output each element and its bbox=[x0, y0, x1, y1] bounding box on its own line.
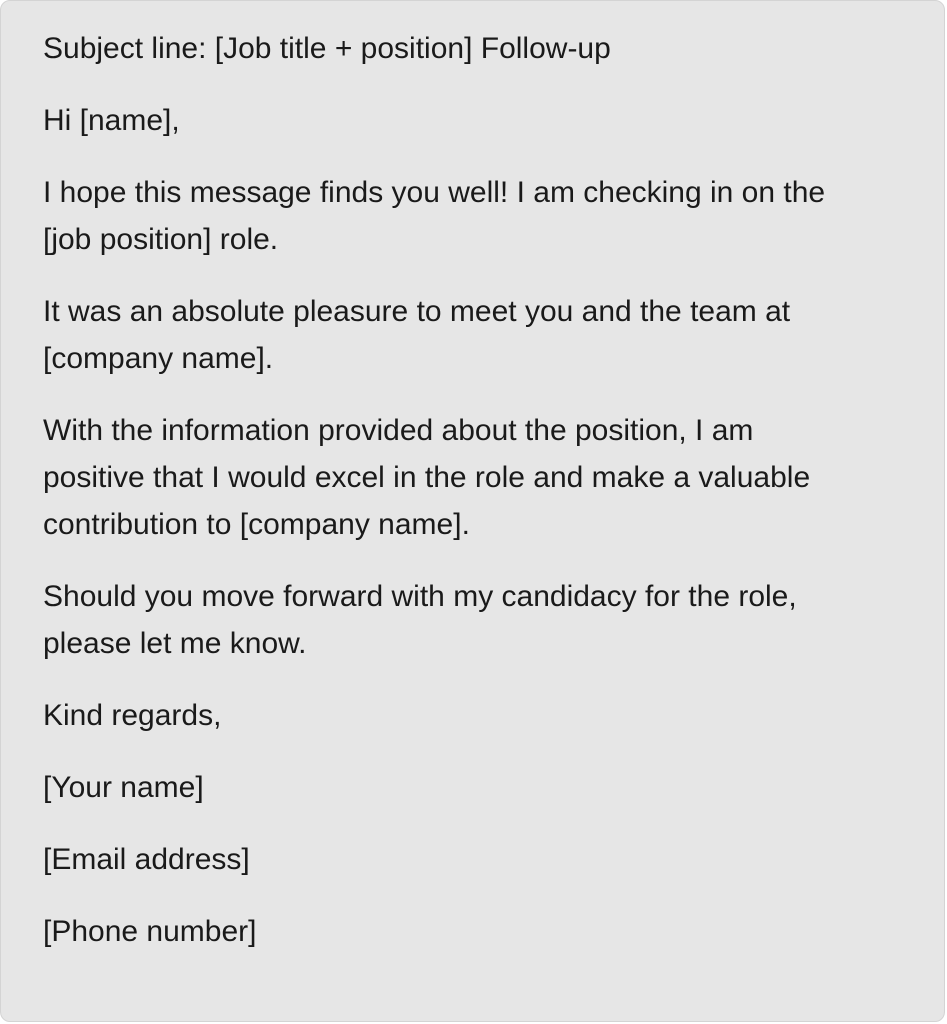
paragraph-contribution: With the information provided about the position, I am positive that I would excel in the role and make a valuable contribution to [company name]. bbox=[43, 414, 811, 541]
closing: Kind regards, bbox=[43, 699, 222, 732]
paragraph-next-steps: Should you move forward with my candidacy for the role, please let me know. bbox=[43, 580, 797, 660]
signature-name: [Your name] bbox=[43, 771, 204, 804]
paragraph-pleasure-meeting: It was an absolute pleasure to meet you and the team at [company name]. bbox=[43, 295, 791, 375]
paragraph-checking-in: I hope this message finds you well! I am checking in on the [job position] role. bbox=[43, 176, 826, 256]
email-template-body bbox=[43, 25, 923, 980]
signature-phone: [Phone number] bbox=[43, 915, 257, 948]
subject-line: Subject line: [Job title + position] Follow-up bbox=[43, 32, 611, 65]
greeting: Hi [name], bbox=[43, 104, 180, 137]
signature-email: [Email address] bbox=[43, 843, 250, 876]
